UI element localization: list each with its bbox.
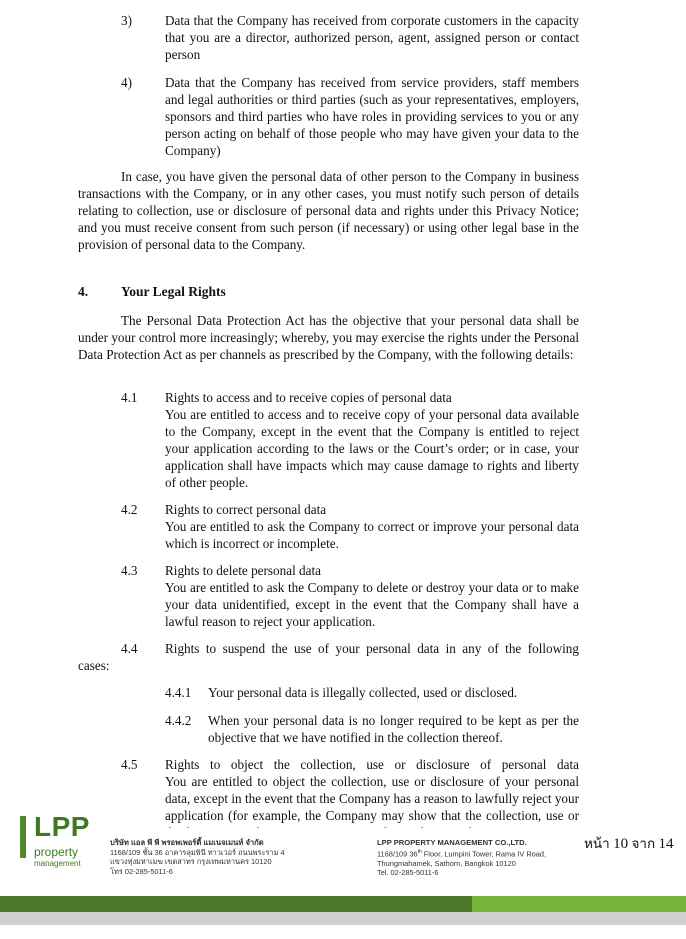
right-title: Rights to correct personal data: [165, 502, 327, 517]
item-number: 4): [121, 75, 132, 90]
subitem-number: 4.4.1: [165, 685, 192, 700]
en-phone: Tel. 02-285-5011-6: [377, 868, 439, 878]
right-title-continuation: cases:: [78, 658, 110, 673]
right-title: Rights to object the collection, use or disclosure of personal data: [165, 757, 579, 772]
right-number: 4.2: [121, 502, 138, 517]
right-title: Rights to delete personal data: [165, 563, 322, 578]
right-title: Rights to suspend the use of your personal data in any of the following: [165, 641, 579, 656]
right-block: [165, 389, 579, 491]
thai-company-name: บริษัท แอล พี พี พรอพเพอร์ตี้ แมเนจเมนท์ จำกัด: [110, 838, 264, 847]
item-text: Data that the Company has received from service providers, staff members and legal authorities or third parties (such as your representatives, employers, sponsors and third parties who have roles in providing services to you or any person acting on behalf of those people who may have given your data to the Company): [165, 75, 579, 158]
subitem-number: 4.4.2: [165, 713, 192, 728]
right-title: Rights to access and to receive copies of personal data: [165, 390, 452, 405]
page-total: 14: [658, 836, 674, 852]
in-case-paragraph: In case, you have given the personal data of other person to the Company in business transactions with the Company, or in any other cases, you must notify such person of details relating to collection, use or disclosure of personal data and rights under this Privacy Notice; and you must receive consent from such person (if necessary) or using other legal base in the provision of personal data to the Company.: [78, 169, 579, 252]
en-address-line: Thungmahamek, Sathorn, Bangkok 10120: [377, 858, 516, 868]
page-label: หน้า: [584, 836, 610, 851]
page-of-label: จาก: [631, 836, 656, 851]
page-current: 10: [613, 836, 629, 852]
page-number: [584, 832, 674, 854]
item-text: Data that the Company has received from corporate customers in the capacity that you are a director, authorized person, agent, assigned person or contact person: [165, 13, 579, 62]
right-text: You are entitled to object the collection, use or disclosure of your personal data, except in the event that the Company has a reason to lawfully reject your application (for example, the Company may show that the collection, use or: [165, 774, 579, 823]
right-block: [165, 562, 579, 630]
logo-management: management: [34, 859, 81, 868]
thai-address: [110, 838, 340, 876]
subitem-text: Your personal data is illegally collected, used or disclosed.: [208, 685, 518, 700]
logo-bar: [20, 816, 26, 858]
right-number: 4.3: [121, 563, 138, 578]
thai-address-line: แขวงทุ่งมหาเมฆ เขตสาทร กรุงเทพมหานคร 10120: [110, 857, 272, 867]
section-number: 4.: [78, 284, 89, 299]
section-title: Your Legal Rights: [121, 284, 226, 299]
right-number: 4.5: [121, 757, 138, 772]
subitem-text: When your personal data is no longer required to be kept as per the objective that we have notified in the collection thereof.: [208, 713, 579, 745]
right-number: 4.1: [121, 390, 138, 405]
right-block: [165, 501, 579, 552]
en-company-name: LPP PROPERTY MANAGEMENT CO.,LTD.: [377, 838, 527, 847]
logo-property: property: [34, 845, 79, 859]
en-address-line: 1168/109 36th Floor, Lumpini Tower, Rama IV Road,: [377, 848, 547, 859]
en-address: [377, 838, 577, 878]
item-number: 3): [121, 13, 132, 28]
right-text: You are entitled to access and to receive copy of your personal data available to the Company, except in the event that the Company is entitled to reject your application according to the laws or the Court’s order; or in case, your application shall have impacts which may cause damage to rights and liberty of other people.: [165, 407, 579, 490]
right-number: 4.4: [121, 641, 138, 656]
logo-lpp: LPP: [34, 811, 90, 842]
footer-stripe-grey: [0, 912, 686, 925]
thai-phone: โทร 02-285-5011-6: [110, 866, 173, 876]
intro-paragraph: The Personal Data Protection Act has the objective that your personal data shall be under your control more increasingly; whereby, you may exercise the rights under the Personal Data Protection Act as per channels as prescribed by the Company, with the following details:: [78, 313, 579, 362]
footer-stripe-light-green: [472, 896, 686, 912]
right-text: You are entitled to ask the Company to correct or improve your personal data which is incorrect or incomplete.: [165, 519, 579, 551]
right-text: You are entitled to ask the Company to delete or destroy your data or to make your data unidentified, except in the event that the Company shall have a lawful reason to reject your application.: [165, 580, 579, 629]
thai-address-line: 1168/109 ชั้น 36 อาคารลุมพินี ทาวเวอร์ ถนนพระราม 4: [110, 847, 285, 857]
